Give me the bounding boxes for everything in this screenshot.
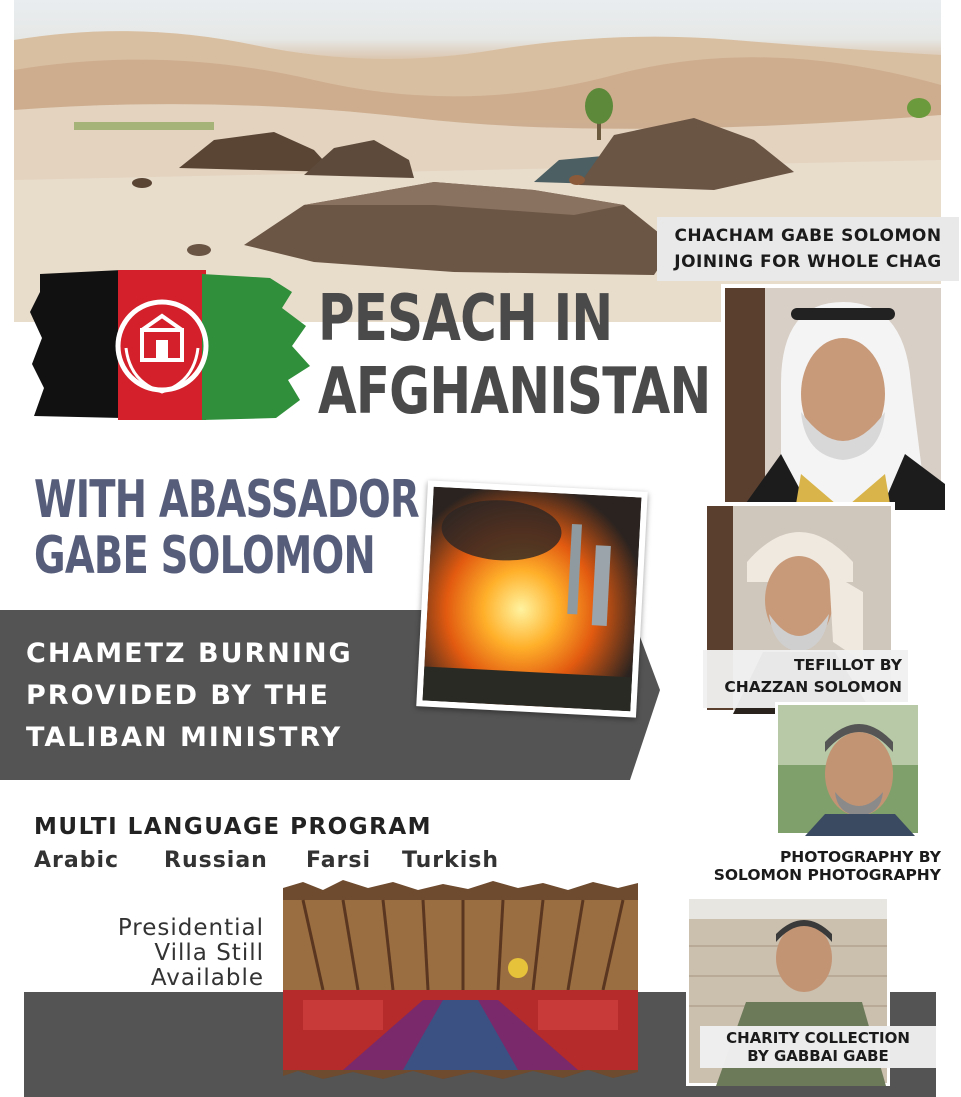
villa-text-line1: Presidential <box>117 915 264 941</box>
tefillot-caption <box>703 650 908 708</box>
language-item: Russian <box>164 848 268 873</box>
banner-text-line1: CHAMETZ BURNING <box>26 638 353 669</box>
fire-photo <box>416 480 648 717</box>
photography-caption-line1: PHOTOGRAPHY BY <box>779 848 941 866</box>
caption-line: TEFILLOT BY <box>793 656 902 674</box>
language-item: Turkish <box>402 848 500 873</box>
caption-line: CHACHAM GABE SOLOMON <box>674 226 942 246</box>
villa-text-line3: Available <box>150 965 264 991</box>
villa-text-line2: Villa Still <box>154 940 264 966</box>
banner-text-line3: TALIBAN MINISTRY <box>26 722 343 753</box>
caption-line: BY GABBAI GABE <box>747 1047 889 1065</box>
portrait-photographer <box>775 702 921 836</box>
page-title-line1: PESACH IN <box>318 282 613 356</box>
portrait-chacham <box>721 284 945 510</box>
page-title-line2: AFGHANISTAN <box>318 355 711 429</box>
subtitle-line1: WITH ABASSADOR <box>34 470 419 530</box>
caption-line: JOINING FOR WHOLE CHAG <box>674 252 942 272</box>
chacham-caption <box>657 217 959 281</box>
language-item: Farsi <box>306 848 372 873</box>
yurt-interior-photo <box>283 880 638 1080</box>
program-title: MULTI LANGUAGE PROGRAM <box>34 814 433 840</box>
afghanistan-flag-icon <box>30 268 310 424</box>
charity-caption <box>700 1026 936 1068</box>
photography-caption-line2: SOLOMON PHOTOGRAPHY <box>713 866 941 884</box>
caption-line: CHAZZAN SOLOMON <box>724 678 902 696</box>
language-item: Arabic <box>34 848 120 873</box>
subtitle-line2: GABE SOLOMON <box>34 526 376 586</box>
banner-text-line2: PROVIDED BY THE <box>26 680 330 711</box>
caption-line: CHARITY COLLECTION <box>726 1029 910 1047</box>
